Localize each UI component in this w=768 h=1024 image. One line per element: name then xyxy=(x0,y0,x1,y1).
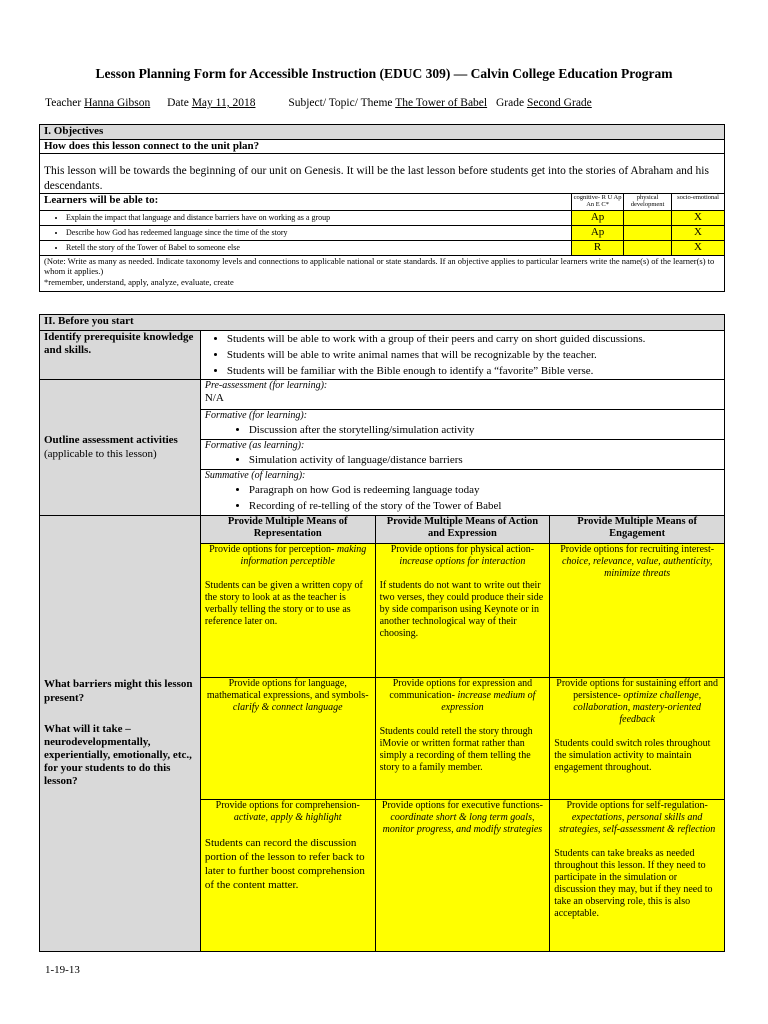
udl-cell: Provide options for executive functions- coordinate short & long term goals, monitor progress, and modify strategies xyxy=(375,800,550,952)
formative-for-item: • Discussion after the storytelling/simulation activity xyxy=(249,422,720,438)
objective-socio: X xyxy=(672,211,725,226)
objective-physical xyxy=(624,211,672,226)
udl-header-engagement: Provide Multiple Means of Engagement xyxy=(550,516,725,544)
grade-value: Second Grade xyxy=(526,97,592,109)
summative-label: Summative (of learning): xyxy=(204,470,306,481)
udl-cell: Provide options for expression and communication- increase medium of expression Students could retell the story through iMovie or written format rather than simply a recording of them telling the story to a family member. xyxy=(375,678,550,800)
objective-item: • Retell the story of the Tower of Babel to someone else xyxy=(66,241,567,255)
objective-cognitive: Ap xyxy=(572,211,624,226)
formative-as-item: • Simulation activity of language/distance barriers xyxy=(249,452,720,468)
udl-cell: Provide options for self-regulation- expectations, personal skills and strategies, self-assessment & reflection Students can take breaks as needed throughout this lesson. If they need to participate in the simulation or discussion they may, but if they need to take an observing role, this is also acceptable. xyxy=(550,800,725,952)
objective-item: • Explain the impact that language and distance barriers have on working as a group xyxy=(66,211,567,225)
page-footer: 1-19-13 xyxy=(45,964,80,976)
col-physical: physical development xyxy=(624,194,672,211)
udl-cell: Provide options for comprehension- activate, apply & highlight Students can record the discussion portion of the lesson to refer back to later to further boost comprehension of the content matter. xyxy=(200,800,375,952)
objective-physical xyxy=(624,226,672,241)
objective-socio: X xyxy=(672,226,725,241)
objectives-table xyxy=(39,124,725,292)
objectives-note: (Note: Write as many as needed. Indicate taxonomy levels and connections to applicable national or state standards. If an objective applies to particular learners write the name(s) of the learner(s) to whom it applies.) xyxy=(44,256,715,277)
col-cognitive: cognitive- R U Ap An E C* xyxy=(572,194,624,211)
date-value: May 11, 2018 xyxy=(191,97,256,109)
teacher-label: Teacher xyxy=(45,97,82,109)
udl-cell: Provide options for language, mathematical expressions, and symbols- clarify & connect language xyxy=(200,678,375,800)
assessment-sub: (applicable to this lesson) xyxy=(44,447,157,460)
barriers-question: What barriers might this lesson present? xyxy=(44,678,193,704)
col-socio: socio-emotional xyxy=(672,194,725,211)
prereq-item: • Students will be able to write animal names that will be recognizable by the teacher. xyxy=(227,347,720,363)
objective-cognitive: Ap xyxy=(572,226,624,241)
teacher-value: Hanna Gibson xyxy=(84,97,151,109)
date-label: Date xyxy=(167,97,189,109)
pre-assessment-value: N/A xyxy=(204,392,224,404)
formative-for-label: Formative (for learning): xyxy=(204,410,308,421)
summative-item: • Recording of re-telling of the story of the Tower of Babel xyxy=(249,498,720,514)
udl-header-action: Provide Multiple Means of Action and Expression xyxy=(375,516,550,544)
what-will-it-take-question: What will it take – neurodevelopmentally, experientially, emotionally, etc., for your students to do this lesson? xyxy=(44,722,192,788)
unit-connection-question: How does this lesson connect to the unit plan? xyxy=(40,140,725,154)
form-title: Lesson Planning Form for Accessible Instruction (EDUC 309) — Calvin College Education Program xyxy=(95,66,673,81)
udl-cell: Provide options for physical action- increase options for interaction If students do not want to write out their two verses, they could produce their side by side comparison using Keynote or in another technological way of their choosing. xyxy=(375,544,550,678)
taxonomy-footnote: *remember, understand, apply, analyze, evaluate, create xyxy=(44,276,234,287)
objective-physical xyxy=(624,241,672,256)
subject-label: Subject/ Topic/ Theme xyxy=(288,97,393,109)
assessment-label: Outline assessment activities xyxy=(44,434,178,447)
formative-as-label: Formative (as learning): xyxy=(204,440,305,451)
lesson-meta xyxy=(45,97,592,109)
objective-socio: X xyxy=(672,241,725,256)
unit-connection-answer: This lesson will be towards the beginning of our unit on Genesis. It will be the last lesson before students get into the stories of Abraham and his descendants. xyxy=(40,154,725,194)
learners-label: Learners will be able to: xyxy=(40,194,572,211)
udl-cell: Provide options for perception- making information perceptible Students can be given a written copy of the story to look at as the teacher is verbally telling the story or to use as reference later on. xyxy=(200,544,375,678)
prereq-item: • Students will be familiar with the Bible enough to identify a “favorite” Bible verse. xyxy=(227,363,720,379)
objectives-header: I. Objectives xyxy=(40,125,725,140)
udl-header-representation: Provide Multiple Means of Representation xyxy=(200,516,375,544)
udl-cell: Provide options for sustaining effort and persistence- optimize challenge, collaboration, mastery-oriented feedback Students could switch roles throughout the simulation activity to maintain engagement throughout. xyxy=(550,678,725,800)
grade-label: Grade xyxy=(495,97,525,109)
objective-item: • Describe how God has redeemed language since the time of the story xyxy=(66,226,567,240)
subject-value: The Tower of Babel xyxy=(395,97,488,109)
udl-cell: Provide options for recruiting interest- choice, relevance, value, authenticity, minimize threats xyxy=(550,544,725,678)
objective-cognitive: R xyxy=(572,241,624,256)
pre-assessment-label: Pre-assessment (for learning): xyxy=(204,380,328,391)
before-you-start-table xyxy=(39,314,725,952)
prereq-label: Identify prerequisite knowledge and skills. xyxy=(40,331,201,380)
prereq-item: • Students will be able to work with a group of their peers and carry on short guided discussions. xyxy=(227,331,720,347)
before-header: II. Before you start xyxy=(40,315,725,331)
summative-item: • Paragraph on how God is redeeming language today xyxy=(249,482,720,498)
